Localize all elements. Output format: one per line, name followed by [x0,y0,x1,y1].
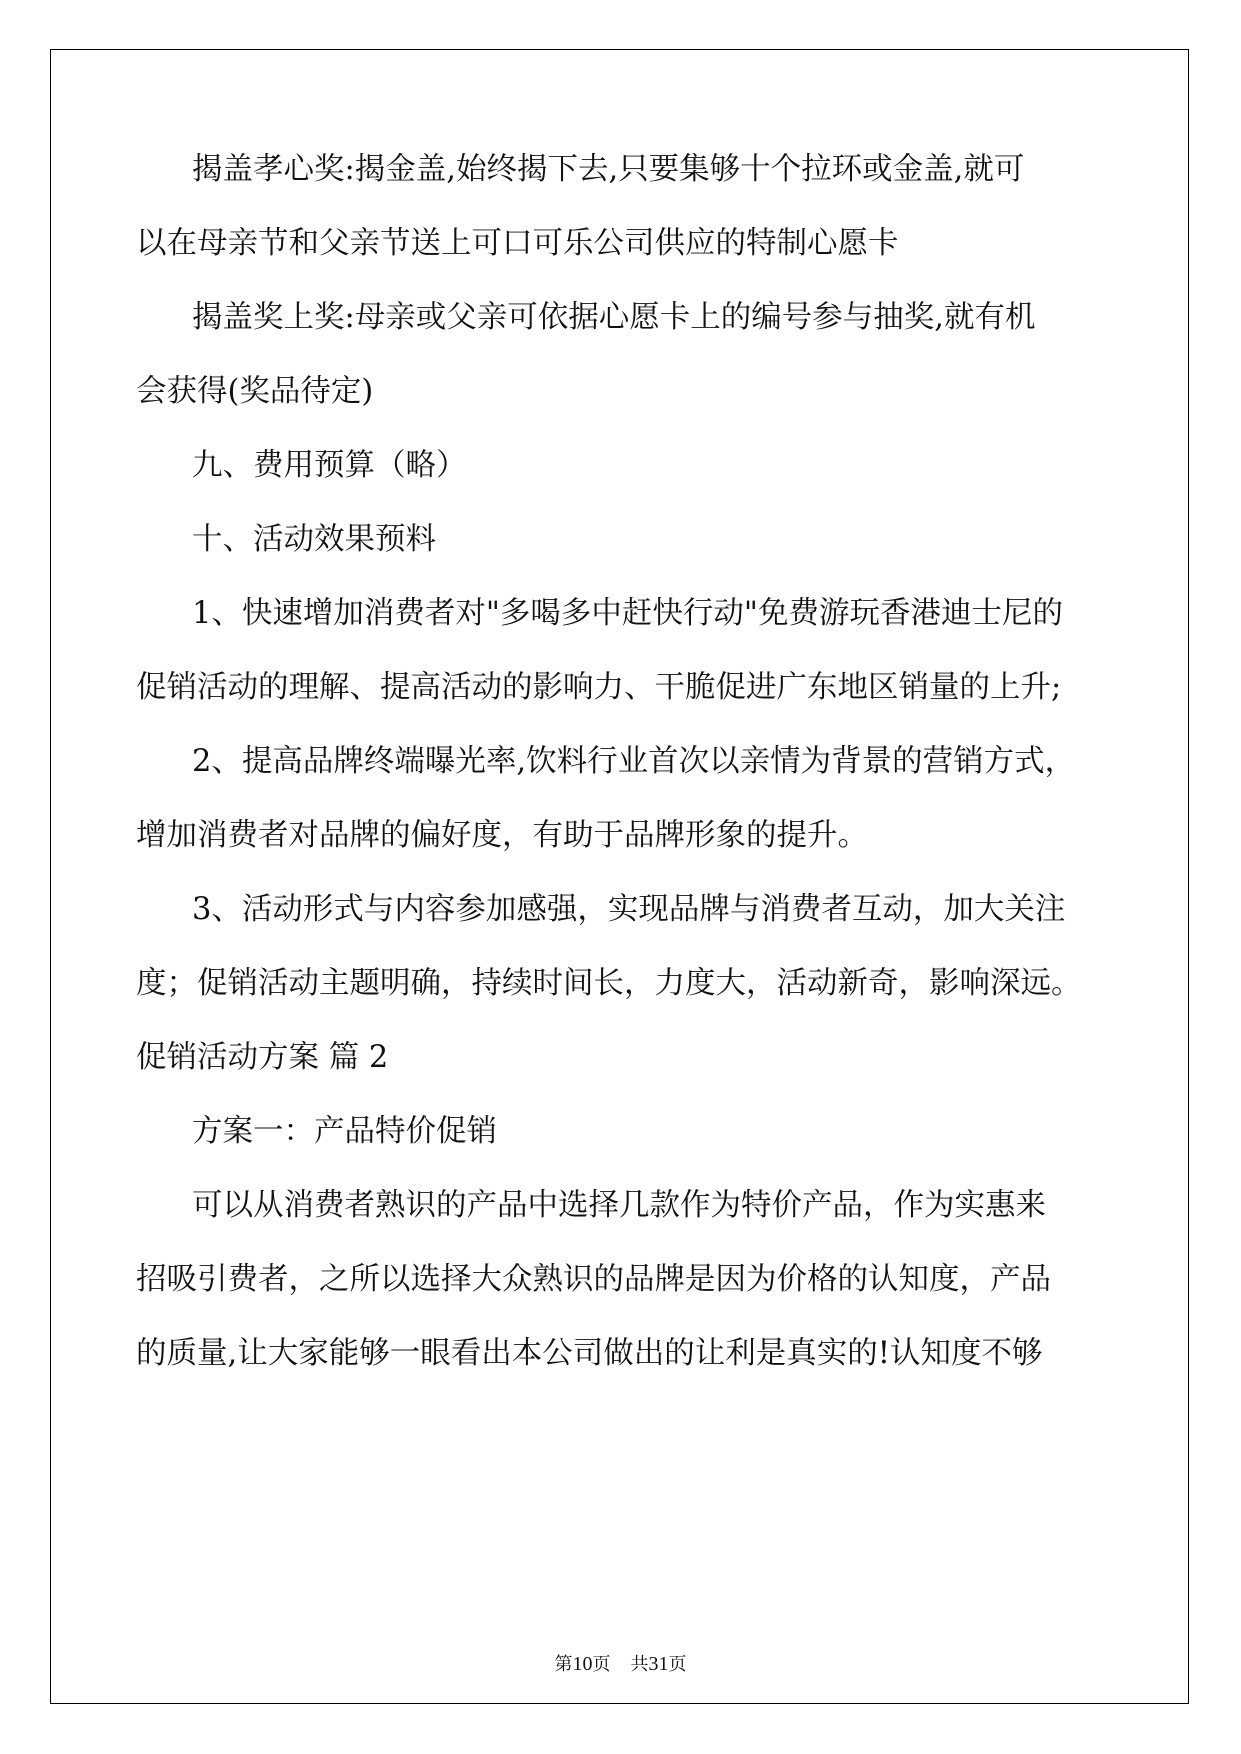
page-border [50,49,1189,1704]
page-suffix: 页 [592,1654,611,1674]
section-heading: 十、活动效果预料 [192,522,436,557]
paragraph-line: 度；促销活动主题明确，持续时间长，力度大，活动新奇，影响深远。 [136,966,1082,1001]
paragraph-line: 增加消费者对品牌的偏好度，有助于品牌形象的提升。 [136,818,868,853]
paragraph-line: 招吸引费者，之所以选择大众熟识的品牌是因为价格的认知度，产品 [136,1262,1051,1297]
paragraph-line: 2、提高品牌终端曝光率,饮料行业首次以亲情为背景的营销方式， [192,744,1076,779]
paragraph-line: 会获得(奖品待定) [136,374,374,409]
paragraph-line: 揭盖孝心奖:揭金盖,始终揭下去,只要集够十个拉环或金盖,就可 [192,152,1025,187]
paragraph-line: 促销活动的理解、提高活动的影响力、干脆促进广东地区销量的上升; [136,670,1062,705]
section-heading: 九、费用预算（略） [192,448,467,483]
total-prefix: 共 [630,1654,649,1674]
paragraph-line: 以在母亲节和父亲节送上可口可乐公司供应的特制心愿卡 [136,226,899,261]
page-current: 10 [572,1653,593,1675]
paragraph-line: 揭盖奖上奖:母亲或父亲可依据心愿卡上的编号参与抽奖,就有机 [192,300,1036,335]
section-heading: 方案一：产品特价促销 [192,1114,497,1149]
page-total: 31 [648,1653,669,1675]
section-title: 促销活动方案 篇 2 [136,1040,389,1075]
paragraph-line: 可以从消费者熟识的产品中选择几款作为特价产品，作为实惠来 [192,1188,1046,1223]
paragraph-line: 的质量,让大家能够一眼看出本公司做出的让利是真实的!认知度不够 [136,1336,1043,1371]
paragraph-line: 3、活动形式与内容参加感强，实现品牌与消费者互动，加大关注 [192,892,1066,927]
page-footer [0,1654,1241,1674]
page-prefix: 第 [554,1654,573,1674]
total-suffix: 页 [668,1654,687,1674]
paragraph-line: 1、快速增加消费者对"多喝多中赶快行动"免费游玩香港迪士尼的 [192,596,1063,631]
